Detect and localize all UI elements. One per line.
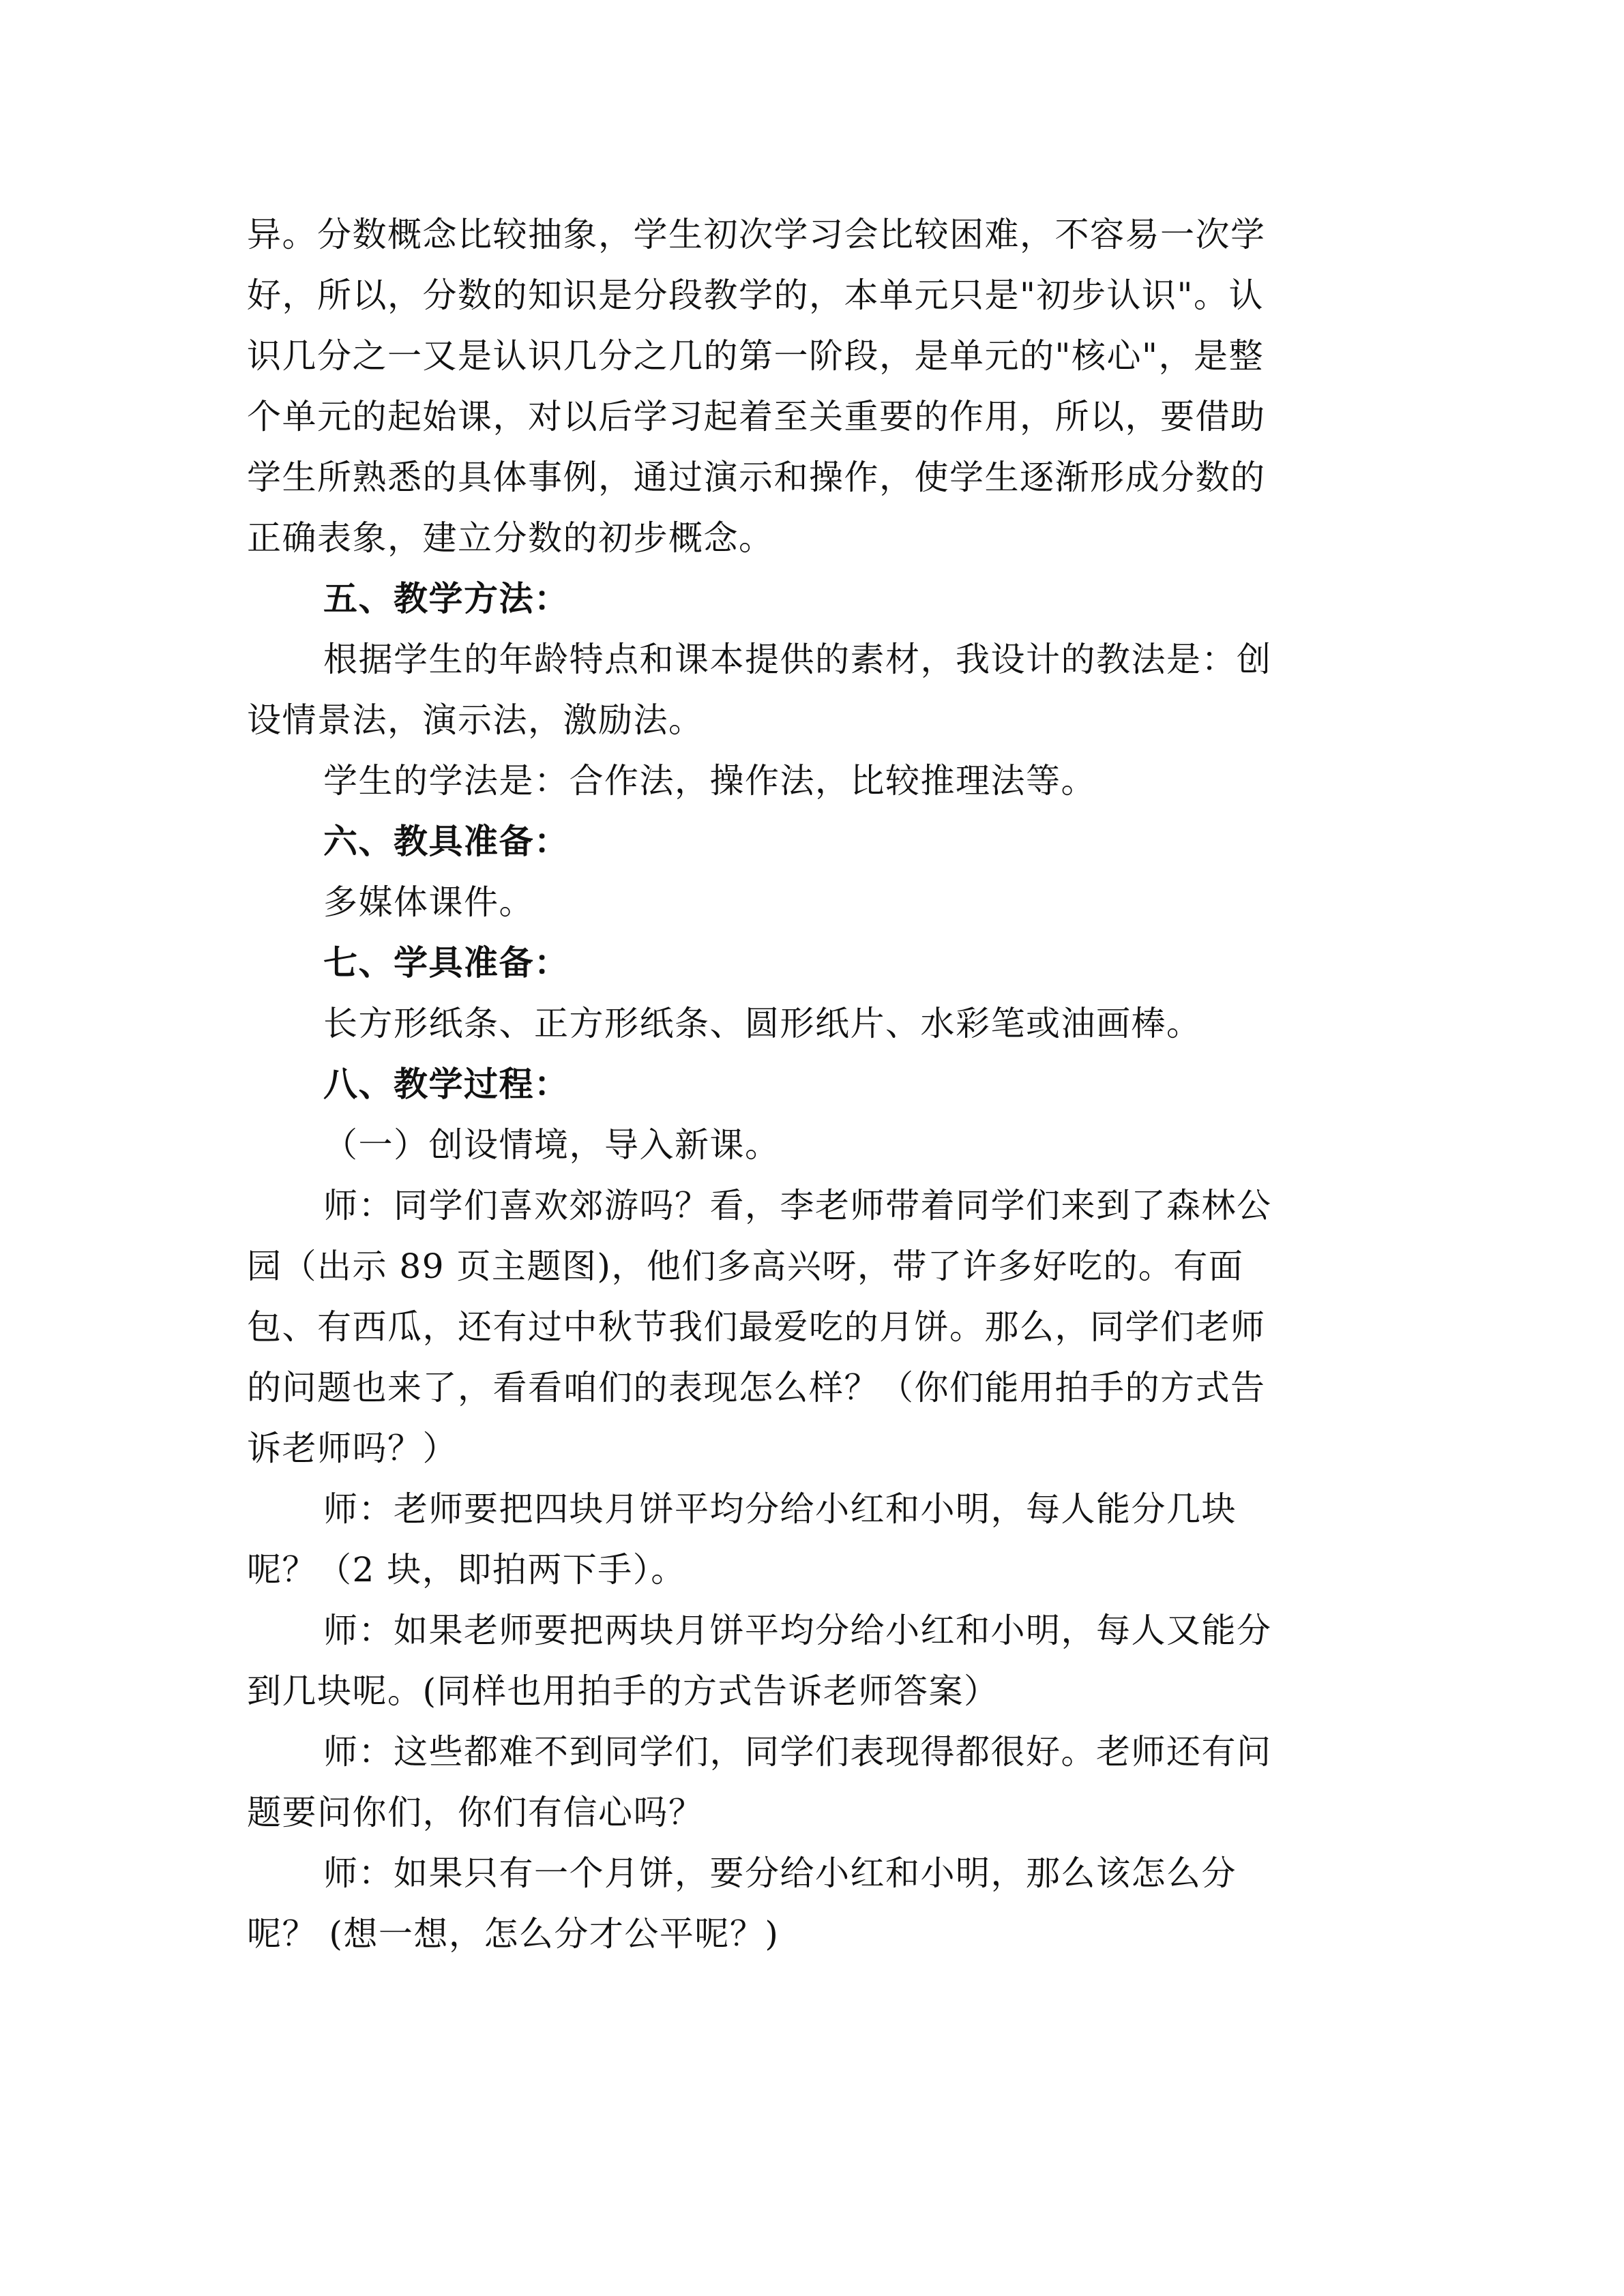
text-line: 识几分之一又是认识几分之几的第一阶段，是单元的"核心"，是整	[247, 336, 1264, 376]
text-line: 长方形纸条、正方形纸条、圆形纸片、水彩笔或油画棒。	[323, 1004, 1202, 1043]
text-line: 设情景法，演示法，激励法。	[247, 700, 704, 740]
text-line: 师：如果老师要把两块月饼平均分给小红和小明，每人又能分	[323, 1611, 1272, 1650]
text-line: 好，所以，分数的知识是分段教学的，本单元只是"初步认识"。认	[247, 275, 1264, 315]
text-line: 包、有西瓜，还有过中秋节我们最爱吃的月饼。那么，同学们老师	[247, 1307, 1266, 1347]
text-line: 个单元的起始课，对以后学习起着至关重要的作用，所以，要借助	[247, 397, 1266, 436]
text-line: 师：老师要把四块月饼平均分给小红和小明，每人能分几块	[323, 1489, 1237, 1529]
text-line: 呢？（2 块，即拍两下手）。	[247, 1550, 686, 1590]
text-line: 园（出示 89 页主题图)，他们多高兴呀，带了许多好吃的。有面	[247, 1247, 1244, 1286]
section-heading: 八、教学过程：	[323, 1064, 570, 1104]
text-line: 诉老师吗？）	[247, 1429, 458, 1468]
text-line: 师：同学们喜欢郊游吗？看，李老师带着同学们来到了森林公	[323, 1186, 1272, 1225]
section-heading: 五、教学方法：	[323, 579, 570, 618]
text-line: （一）创设情境，导入新课。	[323, 1125, 780, 1165]
text-line: 题要问你们，你们有信心吗？	[247, 1793, 704, 1832]
document-body	[247, 205, 1379, 1965]
text-line: 正确表象，建立分数的初步概念。	[247, 518, 774, 558]
text-line: 师：如果只有一个月饼，要分给小红和小明，那么该怎么分	[323, 1853, 1237, 1893]
text-line: 多媒体课件。	[323, 882, 534, 922]
text-line: 异。分数概念比较抽象，学生初次学习会比较困难，不容易一次学	[247, 215, 1266, 254]
text-line: 师：这些都难不到同学们，同学们表现得都很好。老师还有问	[323, 1732, 1272, 1772]
section-heading: 七、学具准备：	[323, 943, 570, 983]
text-line: 的问题也来了，看看咱们的表现怎么样？（你们能用拍手的方式告	[247, 1368, 1266, 1407]
text-line: 学生所熟悉的具体事例，通过演示和操作，使学生逐渐形成分数的	[247, 458, 1266, 497]
text-line: 到几块呢。(同样也用拍手的方式告诉老师答案）	[247, 1671, 999, 1711]
text-line: 根据学生的年龄特点和课本提供的素材，我设计的教法是：创	[323, 640, 1272, 679]
text-line: 学生的学法是：合作法，操作法，比较推理法等。	[323, 761, 1096, 801]
section-heading: 六、教具准备：	[323, 822, 570, 861]
text-line: 呢？ (想一想，怎么分才公平呢？)	[247, 1914, 780, 1954]
